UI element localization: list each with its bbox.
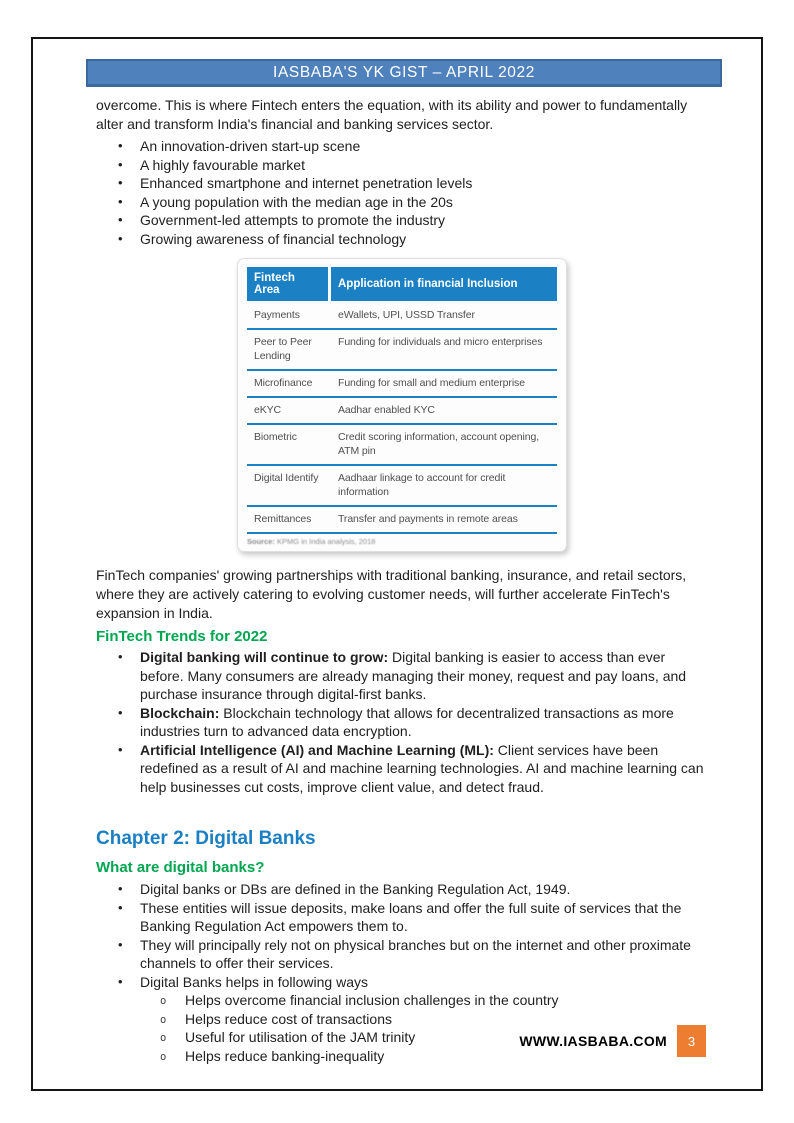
header-title: IASBABA'S YK GIST – APRIL 2022	[273, 63, 535, 81]
bullet-text: Digital banks or DBs are defined in the Banking Regulation Act, 1949.	[140, 881, 571, 897]
sub-list-item	[96, 991, 708, 1010]
intro-paragraph: overcome. This is where Fintech enters the equation, with its ability and power to fundamentally alter and transform India's financial and banking services sector.	[96, 97, 688, 132]
list-item	[96, 648, 708, 704]
trend-text: Blockchain technology that allows for decentralized transactions as more industries turn to advanced data encryption.	[140, 704, 674, 739]
list-item	[96, 880, 708, 899]
cell-application: Transfer and payments in remote areas	[331, 507, 557, 534]
cell-area: eKYC	[247, 398, 331, 425]
cell-area: Payments	[247, 301, 331, 330]
trend-lead: Blockchain:	[140, 704, 220, 721]
trend-text: Client services have been redefined as a result of AI and machine learning technologies. AI and machine learning can help businesses cut costs, improve client value, and detect fraud.	[140, 741, 704, 795]
list-item	[96, 156, 708, 175]
cell-area: Microfinance	[247, 371, 331, 398]
footer-website: WWW.IASBABA.COM	[519, 1033, 667, 1049]
chapter2-title: Chapter 2: Digital Banks	[96, 828, 316, 849]
list-item	[96, 704, 708, 741]
bullet-text: They will principally rely not on physical branches but on the internet and other proximate channels to offer their services.	[140, 936, 691, 971]
cell-application: Aadhaar linkage to account for credit information	[331, 466, 557, 507]
sub-bullet-text: Useful for utilisation of the JAM trinity	[185, 1029, 416, 1045]
bullet-text: An innovation-driven start-up scene	[140, 138, 361, 154]
table-row	[247, 466, 557, 507]
list-item	[96, 230, 708, 249]
trends-bullet-list	[96, 648, 708, 796]
bullet-text: A young population with the median age in the 20s	[140, 193, 453, 210]
list-item	[96, 211, 708, 230]
fintech-table-figure	[237, 258, 567, 552]
cell-application: Credit scoring information, account opening, ATM pin	[331, 425, 557, 466]
cell-application: Funding for small and medium enterprise	[331, 371, 557, 398]
sub-bullet-text: Helps reduce cost of transactions	[185, 1010, 392, 1027]
table-row	[247, 507, 557, 534]
trends-heading: FinTech Trends for 2022	[96, 628, 268, 645]
trend-text: Digital banking is easier to access than ever before. Many consumers are already managing their money, request and pay loans, and purchase insurance through digital-first banks.	[140, 649, 687, 702]
page-number-badge: 3	[677, 1025, 706, 1057]
partnership-paragraph: FinTech companies' growing partnerships with traditional banking, insurance, and retail sectors, where they are actively catering to evolving customer needs, will further accelerate FinTech's expansion in India.	[96, 567, 687, 621]
list-item	[96, 174, 708, 193]
cell-area: Peer to Peer Lending	[247, 330, 331, 371]
source-text: KPMG in India analysis, 2018	[274, 537, 376, 546]
table-row	[247, 398, 557, 425]
cell-area: Remittances	[247, 507, 331, 534]
table-source-note	[247, 537, 557, 546]
table-header-row	[247, 267, 557, 301]
bullet-text: Enhanced smartphone and internet penetration levels	[140, 175, 473, 191]
sub-bullet-text: Helps overcome financial inclusion challenges in the country	[185, 992, 559, 1008]
cell-application: Funding for individuals and micro enterprises	[331, 330, 557, 371]
bullet-text: These entities will issue deposits, make loans and offer the full suite of services that the Banking Regulation Act empowers them to.	[140, 899, 682, 934]
trend-lead: Artificial Intelligence (AI) and Machine Learning (ML):	[140, 741, 494, 758]
table-row	[247, 425, 557, 466]
cell-application: Aadhar enabled KYC	[331, 398, 557, 425]
cell-area: Biometric	[247, 425, 331, 466]
table-header-application: Application in financial Inclusion	[331, 267, 557, 301]
sub-bullet-text: Helps reduce banking-inequality	[185, 1047, 385, 1064]
bullet-text: Digital Banks helps in following ways	[140, 973, 368, 990]
list-item	[96, 741, 708, 797]
fintech-table	[247, 267, 557, 534]
table-header-fintech-area: Fintech Area	[247, 267, 331, 301]
page-footer	[519, 1025, 706, 1057]
trend-lead: Digital banking will continue to grow:	[140, 649, 389, 665]
list-item	[96, 193, 708, 212]
bullet-text: A highly favourable market	[140, 156, 305, 173]
intro-bullet-list	[96, 137, 708, 248]
table-row	[247, 330, 557, 371]
bullet-text: Growing awareness of financial technology	[140, 230, 407, 247]
source-label: Source:	[247, 537, 275, 546]
header-bar	[86, 59, 722, 87]
page-content	[96, 96, 708, 1065]
list-item	[96, 137, 708, 156]
table-row	[247, 371, 557, 398]
bullet-text: Government-led attempts to promote the industry	[140, 212, 446, 228]
digital-banks-subheading: What are digital banks?	[96, 859, 265, 876]
table-row	[247, 301, 557, 330]
list-item	[96, 936, 708, 973]
list-item	[96, 899, 708, 936]
cell-area: Digital Identify	[247, 466, 331, 507]
cell-application: eWallets, UPI, USSD Transfer	[331, 301, 557, 330]
